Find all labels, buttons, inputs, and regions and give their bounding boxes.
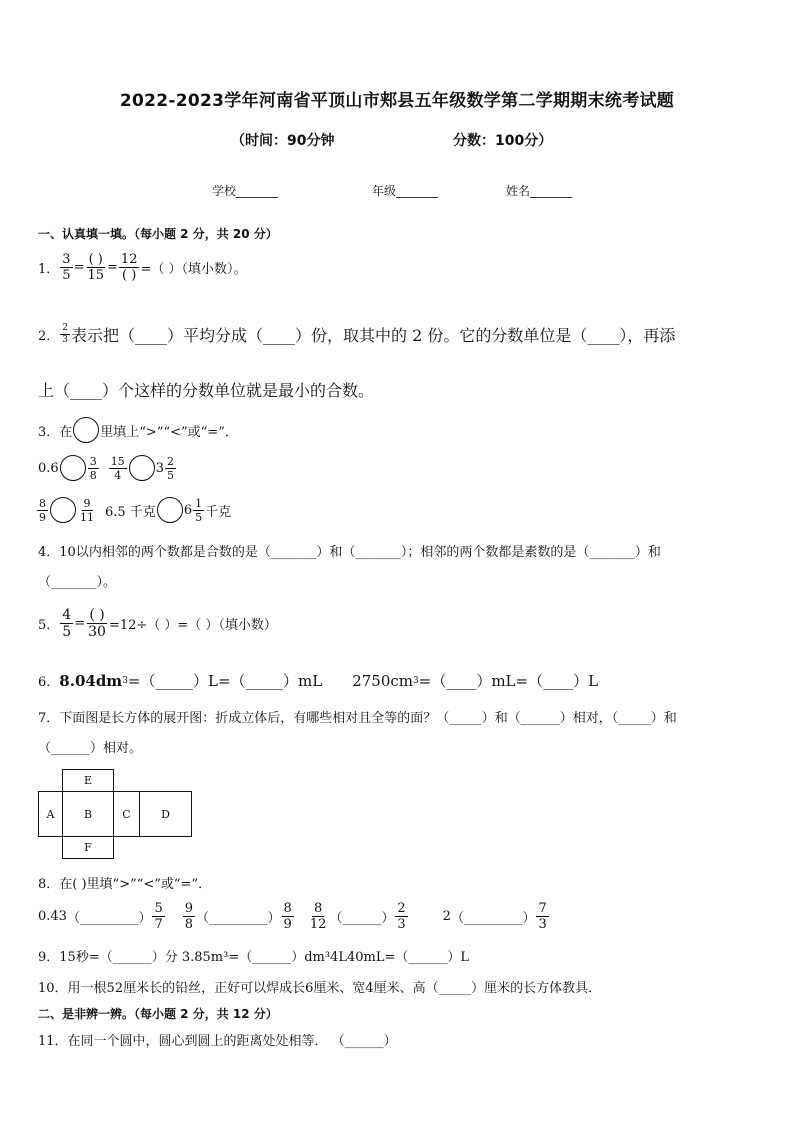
q3-r1-a: 0.6 (38, 460, 59, 476)
q5-eq: = (74, 616, 86, 631)
frac-num: 2 (166, 454, 174, 468)
q1-f1-num: 3 (62, 252, 71, 267)
face-b: B (62, 791, 114, 837)
score-label: 分数：100分） (453, 133, 553, 149)
frac-den: 4 (114, 468, 122, 482)
face-c: C (113, 791, 140, 837)
frac-num: ( ) (89, 607, 105, 623)
frac-num: 3 (89, 454, 97, 468)
q1-f1-den: 5 (62, 268, 71, 283)
question-4-line-2: （_______）。 (38, 575, 117, 590)
q2-line-1: 表示把（____）平均分成（____）份，取其中的 2 份。它的分数单位是（____），再添 (71, 326, 676, 345)
q5-fraction-1 (60, 608, 73, 639)
q3-tail: 里填上“>”“<”或“=”． (100, 424, 238, 440)
q1-f2-den: 15 (87, 268, 105, 283)
q6-number: 6． (38, 675, 60, 690)
frac-num: 1 (195, 496, 203, 510)
frac-num: 4 (62, 607, 72, 623)
school-field: 学校_______ (212, 184, 279, 198)
frac-num: 5 (154, 901, 163, 916)
question-3 (38, 417, 238, 443)
q3-r2-frac-d (193, 498, 204, 523)
q3-r1-frac-c (109, 456, 127, 481)
frac-den: 7 (154, 917, 163, 932)
q8-blank-3[interactable]: （______） (329, 911, 395, 926)
frac-den: 30 (88, 624, 106, 640)
question-7-line-2: （______）相对。 (38, 741, 143, 756)
q1-tail: =（ ）（填小数）。 (140, 262, 247, 277)
q8-i1-a: 0.43 (38, 909, 67, 924)
face-d: D (139, 791, 192, 837)
q3-r1-whole: 3 (155, 460, 164, 476)
question-7-line-1: 7．下面图是长方体的展开图：折成立体后，有哪些相对且全等的面？（_____）和（______）相对，（_____）和 (38, 711, 677, 726)
question-9: 9．15秒=（______）分 3.85m³=（______）dm³4L40mL=（______）L (38, 950, 470, 965)
question-4-line-1: 4．10以内相邻的两个数都是合数的是（_______）和（_______）；相邻的两个数都是素数的是（_______）和 (38, 545, 661, 560)
question-1 (38, 253, 247, 282)
q1-number: 1． (38, 262, 60, 277)
question-2 (38, 323, 675, 346)
section-1-heading: 一、认真填一填。（每小题 2 分，共 20 分） (38, 227, 278, 241)
face-a: A (38, 791, 63, 837)
q8-i4-frac (536, 902, 548, 931)
q3-r2-unit: 千克 (205, 504, 232, 520)
answer-circle[interactable] (73, 417, 99, 443)
q1-f3-den: ( ) (122, 268, 137, 283)
q8-i3-frac-a (308, 902, 329, 931)
frac-num: 15 (110, 454, 125, 468)
time-label: （时间：90分钟 (231, 133, 335, 149)
frac-den: 12 (309, 917, 327, 932)
q6-sup-1: 3 (122, 675, 128, 686)
section-2-heading: 二、是非辨一辨。（每小题 2 分，共 12 分） (38, 1007, 278, 1021)
q8-i3-frac (395, 902, 407, 931)
q6-b: 2750cm (352, 671, 414, 690)
answer-circle[interactable] (60, 455, 86, 481)
frac-num: 8 (39, 496, 46, 510)
frac-den: 5 (62, 624, 72, 640)
answer-circle[interactable] (129, 455, 155, 481)
face-e: E (62, 769, 114, 792)
q2-f-num: 2 (62, 323, 69, 333)
q3-r2-frac-a (37, 498, 48, 523)
frac-den: 9 (39, 510, 46, 524)
q1-f2-num: ( ) (88, 252, 103, 267)
question-6 (38, 670, 598, 691)
q3-r1-frac-b (88, 456, 99, 481)
face-f: F (62, 836, 114, 859)
q3-r2-c: 6.5 千克 (105, 504, 156, 520)
q1-f3-num: 12 (120, 252, 138, 267)
question-11: 11．在同一个圆中，圆心到圆上的距离处处相等． （______） (38, 1034, 397, 1049)
q8-blank-1[interactable]: （_________） (66, 911, 152, 926)
q3-head: 3．在 (38, 424, 73, 440)
q6-a: 8.04dm (59, 671, 123, 690)
q8-i2-frac (282, 902, 294, 931)
q8-i4-a: 2 (442, 909, 451, 924)
page-title: 2022-2023学年河南省平顶山市郏县五年级数学第二学期期末统考试题 (119, 91, 675, 111)
q8-i1-frac (152, 902, 164, 931)
frac-den: 11 (80, 510, 94, 524)
q2-fraction (60, 324, 70, 345)
frac-num: 8 (313, 901, 323, 916)
frac-den: 8 (89, 468, 97, 482)
frac-num: 9 (184, 901, 194, 916)
question-10: 10．用一根52厘米长的铅丝，正好可以焊成长6厘米、宽4厘米、高（_____）厘米的长方体教具． (38, 981, 602, 996)
q1-fraction-1 (60, 253, 72, 282)
question-8: 8．在( )里填“>”“<”或“=”． (38, 877, 212, 892)
question-5 (38, 608, 277, 639)
q8-i2-frac-a (183, 902, 195, 931)
q3-r2-frac-b (78, 498, 96, 523)
q8-row (38, 902, 550, 931)
q3-r1-frac-d (165, 456, 176, 481)
q8-blank-2[interactable]: （_________） (196, 911, 281, 926)
name-field: 姓名_______ (506, 184, 573, 198)
grade-field: 年级_______ (372, 184, 439, 198)
q3-r2-whole: 6 (183, 502, 193, 518)
frac-den: 3 (538, 917, 547, 932)
frac-den: 5 (166, 468, 174, 482)
q2-line-2: 上（____）个这样的分数单位就是最小的合数。 (38, 381, 375, 400)
frac-den: 5 (195, 510, 203, 524)
answer-circle[interactable] (157, 497, 183, 523)
q6-b2: =（____）mL=（____）L (418, 672, 599, 690)
q5-fraction-2 (86, 608, 108, 639)
frac-den: 9 (283, 917, 292, 932)
q5-number: 5． (38, 618, 60, 633)
q5-tail: =12÷（ ）=（ ）（填小数） (108, 618, 277, 633)
q6-a2: =（_____）L=（_____）mL (127, 672, 323, 690)
frac-den: 8 (184, 917, 194, 932)
q1-eq-2: = (107, 260, 118, 275)
frac-num: 2 (397, 901, 406, 916)
q8-blank-4[interactable]: （_________） (450, 911, 536, 926)
answer-circle[interactable] (50, 497, 76, 523)
q1-fraction-2 (85, 253, 106, 282)
frac-num: 9 (83, 496, 91, 510)
q1-eq-1: = (73, 260, 85, 275)
q3-row-1 (38, 455, 177, 481)
q2-f-den: 3 (62, 335, 69, 345)
q6-sup-2: 3 (413, 675, 419, 686)
frac-num: 7 (538, 901, 547, 916)
q1-fraction-3 (119, 253, 140, 282)
q2-number: 2． (38, 329, 60, 344)
q3-row-2 (36, 497, 231, 523)
frac-den: 3 (397, 917, 406, 932)
frac-num: 8 (283, 901, 292, 916)
